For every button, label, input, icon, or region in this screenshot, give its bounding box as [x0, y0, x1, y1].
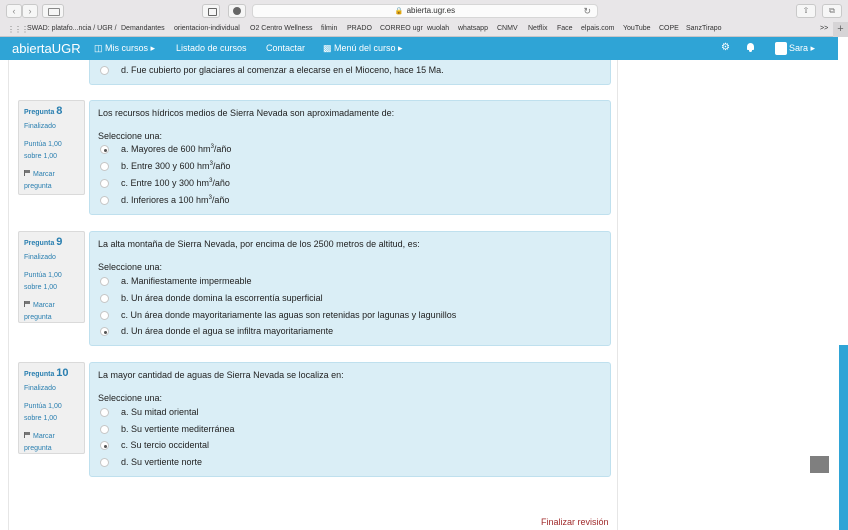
nav-my-courses-label: Mis cursos ▸	[105, 43, 156, 53]
bookmark-item[interactable]: O2 Centro Wellness	[250, 25, 313, 32]
user-menu[interactable]: Sara ▸	[789, 43, 816, 53]
lock-icon: 🔒	[394, 8, 404, 15]
bookmark-item[interactable]: COPE	[659, 25, 679, 32]
option-label: b. Entre 300 y 600 $hm^3$/año	[121, 161, 231, 171]
nav-course-menu-label: Menú del curso ▸	[334, 43, 403, 53]
bookmark-item[interactable]: SWAD: platafo...ncia / UGR /	[27, 25, 117, 32]
grade-max-line: sobre 1,00	[24, 415, 58, 422]
question-7-tail	[89, 60, 611, 85]
radio-button[interactable]	[100, 162, 109, 171]
bookmark-item[interactable]: CNMV	[497, 25, 518, 32]
select-prompt: Seleccione una:	[98, 262, 163, 272]
flag-label-2: pregunta	[24, 183, 52, 190]
bookmark-item[interactable]: SanzTirapo	[686, 25, 722, 32]
radio-button-selected[interactable]	[100, 327, 109, 336]
nav-course-list[interactable]: Listado de cursos	[176, 43, 247, 53]
side-panel-tab[interactable]	[839, 345, 848, 530]
radio-button[interactable]	[100, 196, 109, 205]
bookmark-item[interactable]: filmin	[321, 25, 338, 32]
question-grade	[24, 139, 79, 163]
flag-question-link[interactable]	[24, 431, 79, 455]
grade-line: Puntúa 1,00	[24, 403, 62, 410]
bookmark-item[interactable]: Netflix	[528, 25, 548, 32]
option-label: c. Su tercio occidental	[121, 440, 210, 450]
radio-button[interactable]	[100, 408, 109, 417]
question-box-9	[89, 231, 611, 346]
nav-contact[interactable]: Contactar	[266, 43, 306, 53]
flag-label: Marcar	[33, 171, 55, 178]
option-label: c. Un área donde mayoritariamente las aguas son retenidas por lagunas y lagunillos	[121, 310, 457, 320]
flag-question-link[interactable]	[24, 300, 79, 324]
flag-label: Marcar	[33, 433, 55, 440]
sidebar-toggle-icon[interactable]	[42, 4, 64, 18]
tabs-overview-icon[interactable]: ⧉	[822, 4, 842, 18]
finish-review-link[interactable]: Finalizar revisión	[541, 517, 609, 527]
select-prompt: Seleccione una:	[98, 131, 163, 141]
option-label: b. Su vertiente mediterránea	[121, 424, 235, 434]
reload-icon[interactable]: ↻	[583, 6, 591, 16]
question-text: La mayor cantidad de aguas de Sierra Nevada se localiza en:	[98, 370, 344, 380]
question-number-value: 9	[56, 236, 63, 248]
question-grade	[24, 270, 79, 294]
question-text: La alta montaña de Sierra Nevada, por encima de los 2500 metros de altitud, es:	[98, 239, 420, 249]
new-tab-button[interactable]: +	[833, 22, 848, 37]
question-state: Finalizado	[24, 123, 56, 130]
grade-max-line: sobre 1,00	[24, 153, 58, 160]
bookmark-item[interactable]: Face	[557, 25, 573, 32]
flag-icon	[24, 301, 30, 307]
address-bar[interactable]	[252, 4, 598, 18]
question-box-8	[89, 100, 611, 215]
question-number	[24, 236, 79, 248]
bookmark-item[interactable]: elpais.com	[581, 25, 615, 32]
forward-button[interactable]: ›	[22, 4, 38, 18]
shield-extension-icon[interactable]	[202, 4, 220, 18]
bookmark-item[interactable]: CORREO ugr	[380, 25, 423, 32]
radio-button[interactable]	[100, 458, 109, 467]
flag-label: Marcar	[33, 302, 55, 309]
gear-icon[interactable]: ⚙	[721, 42, 730, 53]
bookmark-item[interactable]: whatsapp	[458, 25, 488, 32]
question-state: Finalizado	[24, 385, 56, 392]
question-label: Pregunta	[24, 240, 55, 247]
select-prompt: Seleccione una:	[98, 393, 163, 403]
apps-grid-icon[interactable]: ⋮⋮⋮	[7, 25, 28, 34]
bookmark-item[interactable]: Demandantes	[121, 25, 165, 32]
question-label: Pregunta	[24, 371, 55, 378]
question-box-10	[89, 362, 611, 477]
bell-icon[interactable]	[746, 43, 755, 52]
radio-button[interactable]	[100, 294, 109, 303]
url-text: abierta.ugr.es	[406, 6, 456, 15]
option-label: a. Su mitad oriental	[121, 407, 199, 417]
radio-button-selected[interactable]	[100, 145, 109, 154]
flag-icon	[24, 170, 30, 176]
nav-my-courses[interactable]: ◫ Mis cursos ▸	[94, 43, 156, 53]
question-number	[24, 105, 79, 117]
site-logo[interactable]: abiertaUGR	[12, 41, 81, 56]
avatar[interactable]	[775, 42, 787, 55]
radio-button[interactable]	[100, 425, 109, 434]
flag-label-2: pregunta	[24, 314, 52, 321]
option-label: a. Manifiestamente impermeable	[121, 276, 252, 286]
flag-label-2: pregunta	[24, 445, 52, 452]
radio-button[interactable]	[100, 277, 109, 286]
bookmark-item[interactable]: orientacion-individual	[174, 25, 240, 32]
question-grade	[24, 401, 79, 425]
bookmarks-bar	[0, 22, 848, 37]
question-text: Los recursos hídricos medios de Sierra Nevada son aproximadamente de:	[98, 108, 395, 118]
share-icon[interactable]: ⇧	[796, 4, 816, 18]
bookmark-item[interactable]: PRADO	[347, 25, 372, 32]
grade-line: Puntúa 1,00	[24, 141, 62, 148]
question-number-value: 8	[56, 105, 63, 117]
back-button[interactable]: ‹	[6, 4, 22, 18]
browser-toolbar	[0, 0, 848, 22]
radio-button[interactable]	[100, 179, 109, 188]
radio-button[interactable]	[100, 66, 109, 75]
question-state: Finalizado	[24, 254, 56, 261]
browser-chrome	[0, 0, 848, 37]
option-label: d. Su vertiente norte	[121, 457, 203, 467]
site-navbar	[0, 37, 838, 60]
grade-max-line: sobre 1,00	[24, 284, 58, 291]
question-number-value: 10	[56, 367, 69, 379]
question-number	[24, 367, 79, 379]
question-label: Pregunta	[24, 109, 55, 116]
question-info-8	[18, 100, 85, 195]
option-label: d. Inferiores a 100 $hm^3$/año	[121, 195, 230, 205]
option-label: b. Un área donde domina la escorrentía superficial	[121, 293, 323, 303]
flag-question-link[interactable]	[24, 169, 79, 193]
nav-course-menu[interactable]: ▩ Menú del curso ▸	[323, 43, 403, 53]
bookmark-item[interactable]: wuolah	[427, 25, 450, 32]
option-label: d. Un área donde el agua se infiltra mayoritariamente	[121, 326, 334, 336]
option-label: c. Entre 100 y 300 $hm^3$/año	[121, 178, 230, 188]
flag-icon	[24, 432, 30, 438]
option-label: a. Mayores de 600 $hm^3$/año	[121, 144, 232, 154]
bookmarks-overflow[interactable]: >>	[820, 25, 829, 32]
adblock-extension-icon[interactable]	[228, 4, 246, 18]
question-info-9	[18, 231, 85, 323]
question-info-10	[18, 362, 85, 454]
option-label: d. Fue cubierto por glaciares al comenzar a elecarse en el Mioceno, hace 15 Ma.	[121, 65, 444, 75]
grade-line: Puntúa 1,00	[24, 272, 62, 279]
radio-button-selected[interactable]	[100, 441, 109, 450]
radio-button[interactable]	[100, 311, 109, 320]
bookmark-item[interactable]: YouTube	[623, 25, 651, 32]
scroll-to-top-button[interactable]	[810, 456, 829, 473]
